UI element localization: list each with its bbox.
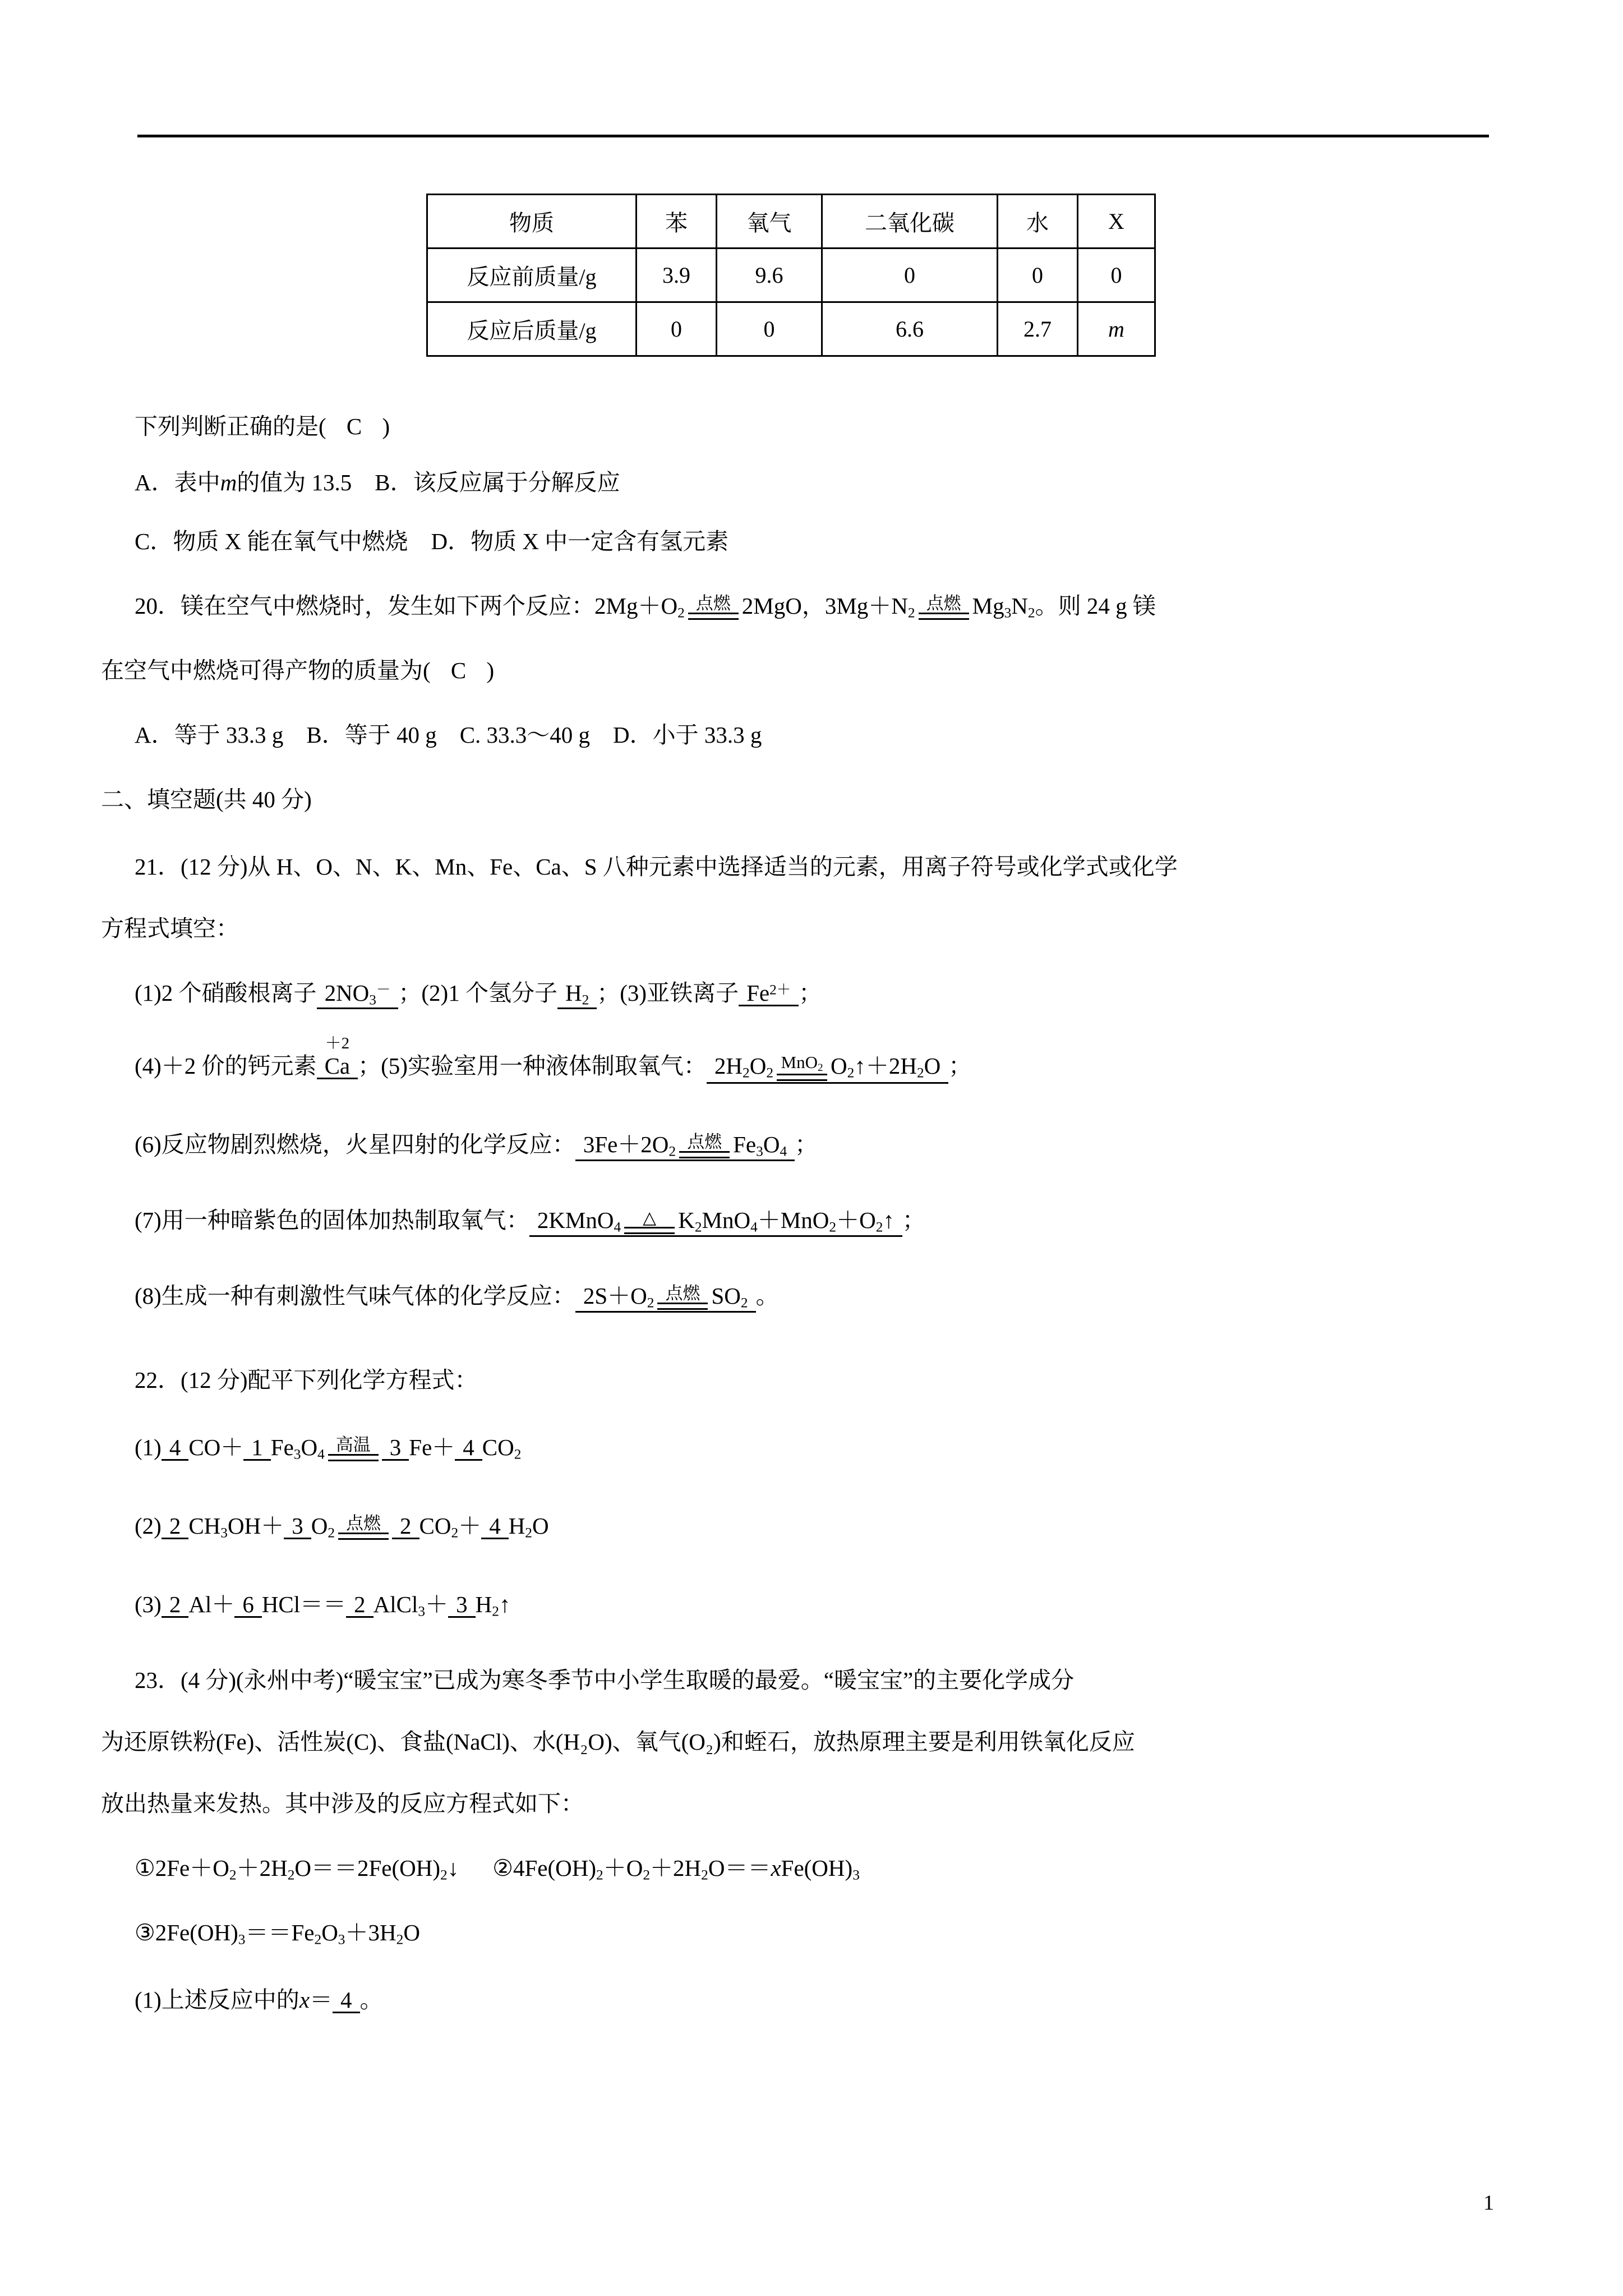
q22-r3-coef-d: 3: [448, 1593, 476, 1618]
section-2-title-text: 二、填空题(共 40 分): [101, 786, 312, 812]
q21-head-text: 21．(12 分)从 H、O、N、K、Mn、Fe、Ca、S 八种元素中选择适当的元素，用离子符号或化学式或化学: [135, 854, 1178, 880]
table-header-cell: X: [1078, 195, 1155, 249]
q22-r1-coef-d: 4: [455, 1436, 482, 1461]
q22-r2-t1: CH: [188, 1513, 221, 1539]
q19-option-cd: C．物质 X 能在氧气中燃烧 D．物质 X 中一定含有氢元素: [135, 528, 729, 554]
q23-text-1: 23．(4 分)(永州中考)“暖宝宝”已成为寒冬季节中小学生取暖的最爱。“暖宝宝”的主要化学成分: [135, 1667, 1075, 1693]
q23-sub1-equals: ＝: [310, 1987, 333, 2013]
table-cell: 0: [717, 302, 822, 356]
q21-h-answer: $2S+O_2$ 点燃 $SO_2$: [575, 1285, 756, 1313]
reaction-condition-ignite: 点燃: [679, 1133, 730, 1159]
q20-text-1: 镁在空气中燃烧时，发生如下两个反应：2Mg＋O: [181, 593, 678, 619]
q21-f-label: (6)反应物剧烈燃烧，火星四射的化学反应：: [135, 1131, 575, 1157]
q21-d-label: (4)＋2 价的钙元素: [135, 1053, 317, 1079]
q22-r2-coef-a: 2: [162, 1515, 189, 1539]
table-cell: m: [1078, 302, 1155, 356]
q22-r1-t5: CO: [482, 1434, 514, 1460]
table-header-cell: 苯: [637, 195, 717, 249]
q22-r2-no: (2): [135, 1513, 162, 1539]
table-cell: 0: [637, 302, 717, 356]
q22-head-text: 22．(12 分)配平下列化学方程式：: [135, 1367, 478, 1393]
q21-head-line-2: [101, 917, 239, 940]
reaction-condition-heat: △: [624, 1209, 675, 1235]
q22-r3-no: (3): [135, 1591, 162, 1617]
q23-line-2: [101, 1731, 1135, 1754]
table-row: [427, 249, 1155, 302]
q23-eq2-a: ②4Fe(OH): [492, 1855, 597, 1881]
q20-line2-close: ): [486, 657, 495, 683]
q22-r1-coef-a: 4: [162, 1436, 189, 1461]
q20-line-2: [101, 659, 494, 682]
reaction-condition-ignite: 点燃: [688, 595, 739, 620]
table-row-label: 反应后质量/g: [427, 302, 637, 356]
q23-eq3-a: ③2Fe(OH): [135, 1920, 238, 1945]
q21-h-end: 。: [755, 1283, 779, 1309]
q21-e-label: ；(5)实验室用一种液体制取氧气：: [358, 1053, 707, 1079]
table-cell: 9.6: [717, 249, 822, 302]
q21-item-4: [135, 1209, 925, 1237]
q22-row-3: (3) 2 Al＋ 6 HCl＝＝ 2 AlCl$_3$＋ 3 $H_2↑$: [135, 1591, 511, 1619]
table-row-label: 反应前质量/g: [427, 249, 637, 302]
q21-d-answer: ＋2 Ca: [317, 1055, 358, 1079]
q21-head-line-1: [135, 855, 1178, 878]
q23-sub-question-1: [135, 1989, 383, 2013]
table-header-cell: 氧气: [717, 195, 822, 249]
q23-equation-line-1: $①2Fe+O_2+2H_2O==2Fe(OH)_2↓$ $②4Fe(OH)_2+O_2+2H_2O==xFe(OH)_3$: [135, 1855, 860, 1883]
q22-r1-coef-b: 1: [243, 1436, 271, 1461]
q23-eq1-b: ＋2H: [236, 1855, 288, 1881]
table-cell: 0: [998, 249, 1078, 302]
table-header-cell: 二氧化碳: [822, 195, 998, 249]
q19-stem: 下列判断正确的是(: [135, 413, 326, 439]
q22-r2-t6: H: [508, 1513, 525, 1539]
q22-r2-t2: OH＋: [227, 1513, 284, 1539]
q22-r2-coef-d: 4: [481, 1515, 509, 1539]
q22-r2-t5: ＋: [458, 1513, 482, 1539]
q20-line2-text: 在空气中燃烧可得产物的质量为(: [101, 657, 431, 683]
q20-text-5: 。则 24 g 镁: [1035, 593, 1156, 619]
q22-r3-coef-b: 6: [234, 1593, 262, 1618]
q23-eq3-d: ＋3H: [345, 1920, 396, 1945]
q20-options-text: A．等于 33.3 g B．等于 40 g C. 33.3～40 g D．小于 33.3 g: [135, 722, 762, 748]
q22-head: [135, 1369, 478, 1392]
q22-r3-t5: H: [475, 1591, 492, 1617]
table-header-cell: 水: [998, 195, 1078, 249]
q23-eq2-b: ＋O: [603, 1855, 643, 1881]
q20-sub-1: 2: [677, 605, 685, 621]
q22-r2-t7: O: [532, 1513, 549, 1539]
q22-row-2: (2) 2 $CH_3OH+ 3$ $O_2$ 点燃 2 $CO_2+ 4$ $H_2O$: [135, 1513, 549, 1541]
q22-r2-t4: CO: [419, 1513, 451, 1539]
q23-eq1-a: ①2Fe＋O: [135, 1855, 229, 1881]
q20-number: 20．: [135, 593, 181, 619]
q22-r3-t2: HCl＝＝: [261, 1591, 347, 1617]
table-cell: 0: [822, 249, 998, 302]
q23-eq3-b: ＝＝Fe: [245, 1920, 315, 1945]
q21-c-end: ；: [799, 980, 822, 1006]
q23-eq2-c: ＋2H: [650, 1855, 702, 1881]
reaction-condition-mno2: MnO$_2$: [777, 1053, 827, 1081]
q21-c-label: ；(3)亚铁离子: [597, 980, 739, 1006]
q22-r1-t2: Fe: [270, 1434, 294, 1460]
substance-mass-table: [426, 194, 1156, 357]
q20-text-3: Mg: [972, 593, 1004, 619]
q21-item-2: [135, 1034, 972, 1084]
q21-e-answer: $2H_2O_2$ MnO$_2$ $O_2↑+2H_2O$: [707, 1055, 948, 1084]
q23-sub1-text: (1)上述反应中的: [135, 1987, 299, 2013]
q20-sub-3: 3: [1004, 605, 1012, 621]
reaction-condition-ignite: 点燃: [338, 1515, 389, 1540]
q23-equation-line-2: $③2Fe(OH)_3==Fe_2O_3+3H_2O$: [135, 1920, 420, 1948]
q19-stem-line: [135, 415, 390, 438]
q22-r1-t3: O: [301, 1434, 318, 1460]
q20-sub-2: 2: [907, 605, 915, 621]
q19-option-a-rest: 的值为 13.5 B．该反应属于分解反应: [237, 470, 620, 495]
q22-r3-coef-c: 2: [346, 1593, 374, 1618]
q21-e-end: ；: [948, 1053, 972, 1079]
q23-line-3: [101, 1792, 584, 1815]
q19-option-a-prefix: A．表中: [135, 470, 220, 495]
q22-r3-t1: Al＋: [188, 1591, 235, 1617]
q21-b-label: ；(2)1 个氢分子: [398, 980, 557, 1006]
page-number: 1: [1483, 2191, 1494, 2215]
q22-r3-t6: ↑: [499, 1591, 511, 1617]
q23-sub1-var: x: [299, 1987, 310, 2013]
q23-eq1-c: O＝＝2Fe(OH): [294, 1855, 441, 1881]
section-2-title: [101, 788, 312, 811]
q23-sub1-end: 。: [359, 1987, 383, 2013]
q23-text-3: 放出热量来发热。其中涉及的反应方程式如下：: [101, 1791, 584, 1816]
q22-r1-no: (1): [135, 1434, 162, 1460]
q22-row-1: (1) 4 CO＋ 1 $Fe_3O_4$ 高温 3 Fe＋ 4 $CO_2$: [135, 1434, 522, 1462]
q21-f-end: ；: [795, 1131, 818, 1157]
q21-item-1: [135, 982, 822, 1009]
q21-c-answer: $Fe^{2+}$: [739, 982, 799, 1006]
q21-g-answer: 2KMnO$_4$ △ $K_2MnO_4+MnO_2+O_2↑$: [529, 1209, 902, 1237]
table-header-row: [427, 195, 1155, 249]
q23-eq3-c: O: [321, 1920, 338, 1945]
reaction-condition-ignite: 点燃: [919, 595, 969, 620]
table-header-cell: 物质: [427, 195, 637, 249]
q22-r3-coef-a: 2: [162, 1593, 189, 1618]
table-cell: 0: [1078, 249, 1155, 302]
reaction-condition-ignite: 点燃: [657, 1285, 708, 1310]
q21-g-end: ；: [902, 1207, 925, 1233]
table-cell: 2.7: [998, 302, 1078, 356]
q21-f-answer: $3Fe+2O_2$ 点燃 $Fe_3O_4$: [575, 1133, 795, 1161]
q20-answer: C: [450, 657, 467, 683]
q19-stem-close: ): [382, 413, 390, 439]
q21-a-label: (1)2 个硝酸根离子: [135, 980, 317, 1006]
q20-text-4: N: [1011, 593, 1028, 619]
q21-head-text-2: 方程式填空：: [101, 915, 239, 941]
q21-a-answer: $2NO_3^-$: [317, 982, 399, 1009]
q21-item-5: [135, 1285, 779, 1313]
q23-eq1-d: ↓: [447, 1855, 459, 1881]
q23-eq3-e: O: [403, 1920, 420, 1945]
q22-r3-t3: AlCl: [373, 1591, 418, 1617]
q19-option-a-var: m: [220, 470, 237, 495]
q22-r1-t1: CO＋: [188, 1434, 244, 1460]
q20-line-1: [135, 595, 1156, 621]
q23-sub1-answer: 4: [333, 1989, 360, 2013]
table-cell: 3.9: [637, 249, 717, 302]
q19-answer: C: [346, 413, 362, 439]
q22-r1-t4: Fe＋: [409, 1434, 455, 1460]
q22-r1-coef-c: 3: [382, 1436, 409, 1461]
q20-text-2: 2MgO，3Mg＋N: [741, 593, 908, 619]
q20-options: [135, 724, 762, 747]
q21-g-label: (7)用一种暗紫色的固体加热制取氧气：: [135, 1207, 529, 1233]
table-cell: 6.6: [822, 302, 998, 356]
q22-r2-t3: O: [311, 1513, 328, 1539]
q23-eq2-x: x: [771, 1855, 781, 1881]
table-row: [427, 302, 1155, 356]
q23-eq2-e: Fe(OH): [781, 1855, 853, 1881]
q21-b-answer: $H_2$: [557, 982, 597, 1009]
reaction-condition-high-temp: 高温: [328, 1436, 379, 1462]
header-rule: [137, 135, 1489, 137]
q21-h-label: (8)生成一种有刺激性气味气体的化学反应：: [135, 1283, 575, 1309]
q23-line-1: [135, 1669, 1074, 1692]
q22-r2-coef-c: 2: [392, 1515, 419, 1539]
q23-eq2-d: O＝＝: [708, 1855, 771, 1881]
q22-r3-t4: ＋: [425, 1591, 449, 1617]
q20-sub-4: 2: [1027, 605, 1035, 621]
q21-item-3: [135, 1133, 818, 1161]
q19-options-line-1: [135, 471, 620, 494]
q22-r2-coef-b: 3: [284, 1515, 311, 1539]
q19-options-line-2: [135, 530, 728, 553]
q23-text-2: 为还原铁粉(Fe)、活性炭(C)、食盐(NaCl)、水(H₂O)、氧气(O₂)和蛭石，放热原理主要是利用铁氧化反应: [101, 1729, 1135, 1755]
